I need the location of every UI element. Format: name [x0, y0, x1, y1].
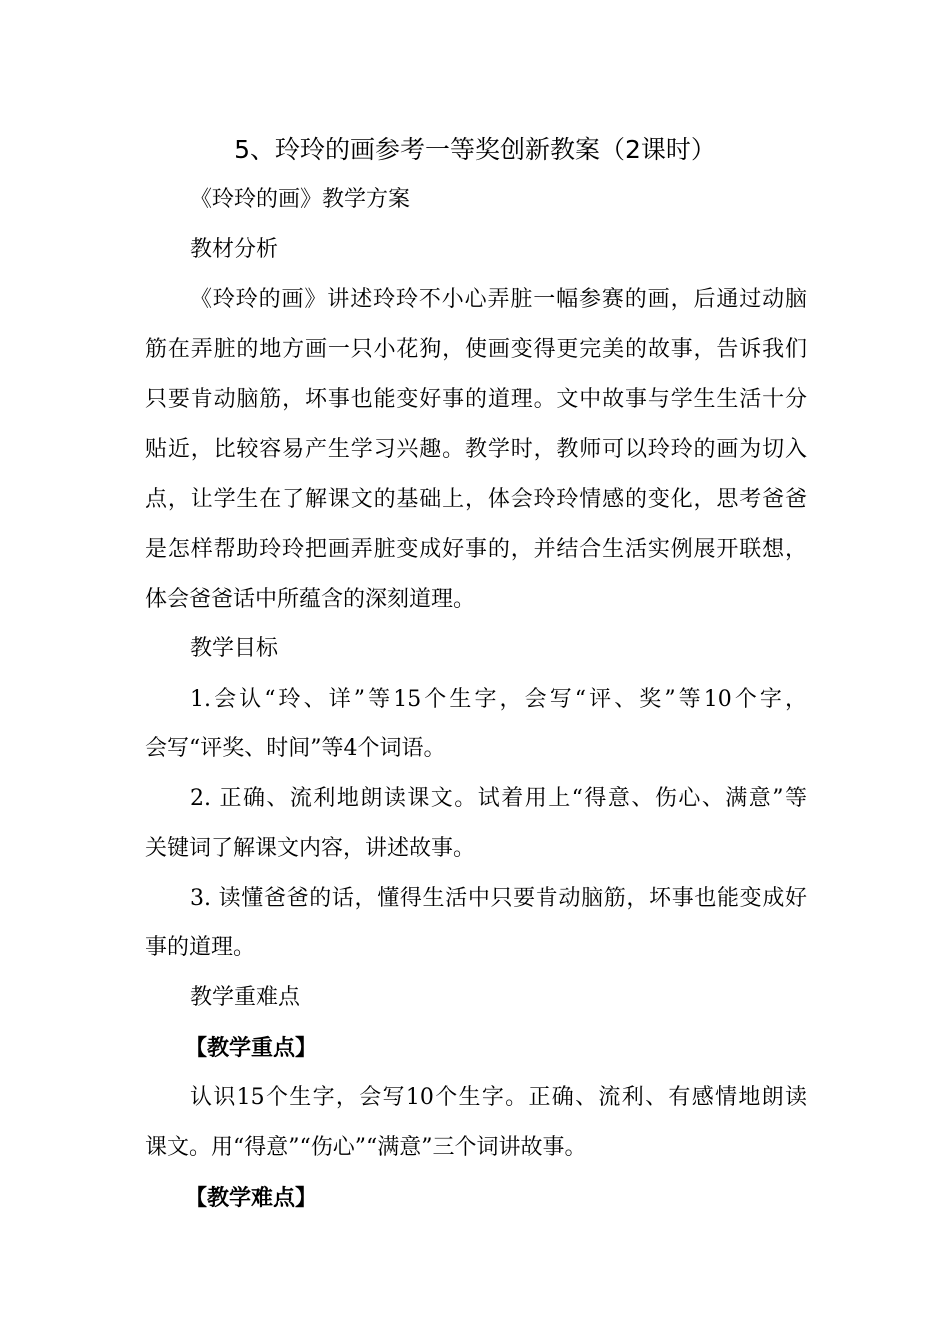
paragraph-line: 筋在弄脏的地方画一只小花狗，使画变得更完美的故事，告诉我们: [145, 337, 807, 362]
paragraph-line: 是怎样帮助玲玲把画弄脏变成好事的，并结合生活实例展开联想，: [145, 537, 807, 562]
paragraph-line: 1.会认“玲、详”等15个生字，会写“评、奖”等10个字，: [190, 687, 807, 712]
section-heading-material-analysis: 教材分析: [190, 237, 279, 262]
paragraph-line: 认识15个生字，会写10个生字。正确、流利、有感情地朗读: [190, 1085, 807, 1110]
key-points-label: 【教学重点】: [185, 1035, 318, 1061]
paragraph-line: 关键词了解课文内容，讲述故事。: [145, 836, 476, 861]
paragraph-line: 事的道理。: [145, 935, 256, 960]
paragraph-line: 《玲玲的画》讲述玲玲不小心弄脏一幅参赛的画，后通过动脑: [190, 287, 807, 312]
paragraph-line: 只要肯动脑筋，坏事也能变好事的道理。文中故事与学生生活十分: [145, 387, 807, 412]
paragraph-line: 3. 读懂爸爸的话，懂得生活中只要肯动脑筋，坏事也能变成好: [190, 886, 807, 911]
paragraph-line: 2. 正确、流利地朗读课文。试着用上“得意、伤心、满意”等: [190, 786, 807, 811]
document-title: 5、玲玲的画参考一等奖创新教案（2课时）: [234, 135, 716, 164]
paragraph-line: 课文。用“得意”“伤心”“满意”三个词讲故事。: [145, 1135, 587, 1160]
difficult-points-label: 【教学难点】: [185, 1185, 318, 1211]
paragraph-line: 贴近，比较容易产生学习兴趣。教学时，教师可以玲玲的画为切入: [145, 437, 807, 462]
paragraph-line: 会写“评奖、时间”等4个词语。: [145, 736, 446, 761]
section-heading-key-difficult-points: 教学重难点: [190, 985, 301, 1010]
paragraph-line: 体会爸爸话中所蕴含的深刻道理。: [145, 587, 476, 612]
section-heading-teaching-goals: 教学目标: [190, 636, 279, 661]
paragraph-line: 点，让学生在了解课文的基础上，体会玲玲情感的变化，思考爸爸: [145, 487, 807, 512]
plan-title: 《玲玲的画》教学方案: [190, 187, 411, 212]
